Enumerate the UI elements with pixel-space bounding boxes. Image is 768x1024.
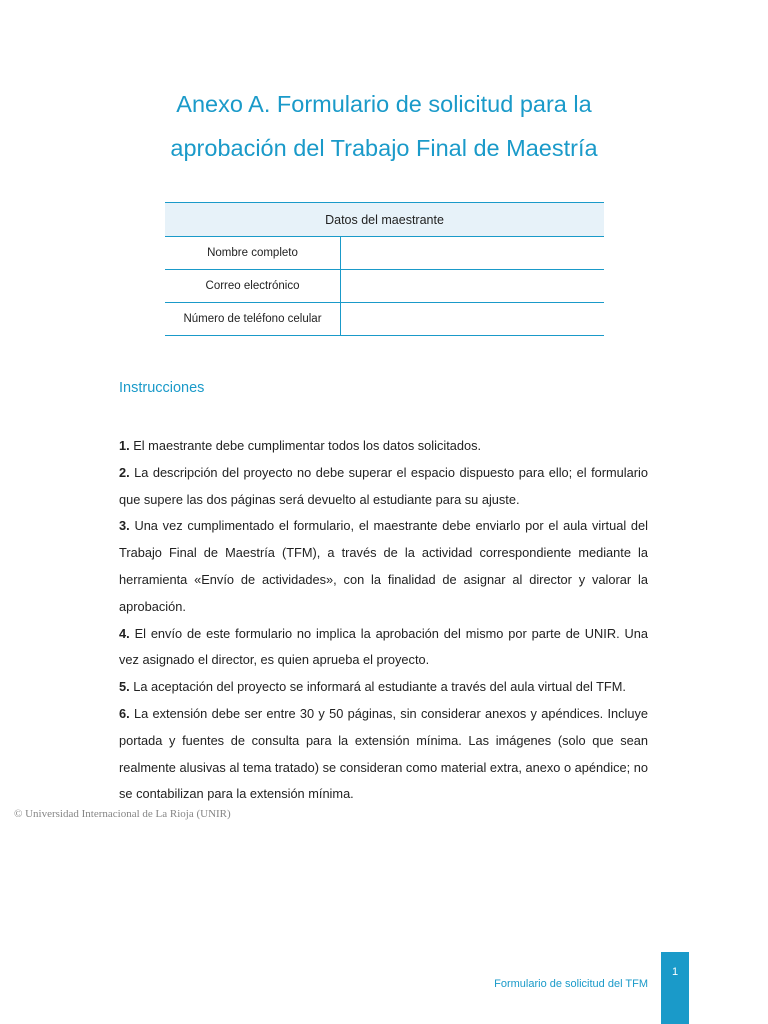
list-item (119, 433, 648, 460)
title-line-2: aprobación del Trabajo Final de Maestría (170, 135, 598, 161)
email-field[interactable] (341, 270, 605, 303)
full-name-label: Nombre completo (165, 237, 341, 270)
instructions-list (119, 433, 648, 808)
list-item (119, 513, 648, 620)
item-text: La extensión debe ser entre 30 y 50 páginas, sin considerar anexos y apéndices. Incluye portada y fuentes de consulta para la extensión mínima. Las imágenes (solo que sean realmente alusivas al tema tratado) se consideran como material extra, anexo o apéndice; no se contabilizan para la extensión mínima. (119, 705, 648, 802)
item-number: 3. (119, 518, 130, 534)
copyright-notice: © Universidad Internacional de La Rioja (UNIR) (14, 808, 231, 820)
item-number: 2. (119, 464, 130, 480)
table-header: Datos del maestrante (165, 203, 604, 237)
phone-label: Número de teléfono celular (165, 303, 341, 336)
page-title (0, 82, 768, 170)
list-item (119, 674, 648, 701)
item-text: La descripción del proyecto no debe superar el espacio dispuesto para ello; el formulario que supere las dos páginas será devuelto al estudiante para su ajuste. (119, 464, 648, 507)
email-label: Correo electrónico (165, 270, 341, 303)
item-number: 4. (119, 625, 130, 641)
list-item (119, 621, 648, 675)
item-text: La aceptación del proyecto se informará al estudiante a través del aula virtual del TFM. (133, 679, 626, 695)
item-text: El envío de este formulario no implica la aprobación del mismo por parte de UNIR. Una vez asignado el director, es quien aprueba el proyecto. (119, 625, 648, 668)
item-number: 1. (119, 438, 130, 453)
page-number: 1 (671, 966, 679, 978)
list-item (119, 701, 648, 808)
item-text: Una vez cumplimentado el formulario, el maestrante debe enviarlo por el aula virtual del Trabajo Final de Maestría (TFM), a través de la actividad correspondiente mediante la herramienta «Envío de actividades», con la finalidad de asignar al director y valorar la aprobación. (119, 518, 648, 614)
footer-document-label: Formulario de solicitud del TFM (494, 978, 648, 990)
page-number-tab (661, 952, 689, 1024)
phone-field[interactable] (341, 303, 605, 336)
item-number: 6. (119, 705, 130, 721)
item-text: El maestrante debe cumplimentar todos los datos solicitados. (133, 438, 482, 453)
title-line-1: Anexo A. Formulario de solicitud para la (176, 91, 592, 117)
item-number: 5. (119, 679, 130, 695)
table-header-row (165, 203, 604, 237)
table-row (165, 270, 604, 303)
student-data-table (165, 202, 604, 336)
table-row (165, 237, 604, 270)
instructions-heading: Instrucciones (119, 380, 205, 396)
list-item (119, 460, 648, 514)
full-name-field[interactable] (341, 237, 605, 270)
table-row (165, 303, 604, 336)
